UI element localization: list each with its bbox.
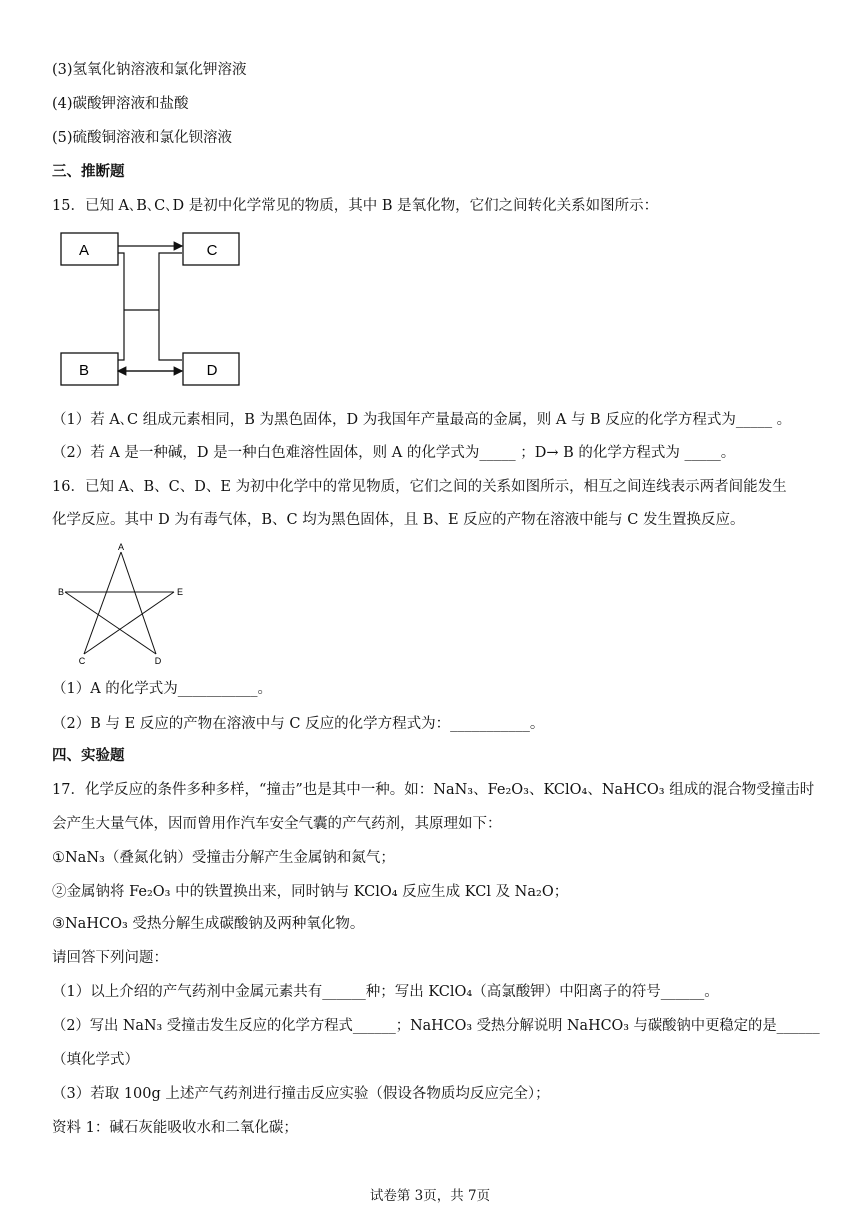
line-1: (3)氢氧化钠溶液和氯化钾溶液	[52, 62, 247, 78]
connector-c	[159, 253, 182, 360]
box-a	[61, 233, 118, 265]
q16-part-1: （1）A 的化学式为___________。	[52, 681, 273, 697]
star-label-a: A	[117, 542, 125, 552]
question-17-line-2: 会产生大量气体，因而曾用作汽车安全气囊的产气药剂，其原理如下：	[52, 816, 502, 832]
label-b: B	[78, 362, 90, 379]
star-label-d: D	[154, 656, 162, 666]
q17-part-1: （1）以上介绍的产气药剂中金属元素共有______种；写出 KClO₄（高氯酸钾）中阳离子的符号______。	[52, 984, 719, 1000]
question-16-line-2: 化学反应。其中 D 为有毒气体，B、C 均为黑色固体，且 B、E 反应的产物在溶液中能与 C 发生置换反应。	[52, 512, 745, 528]
prompt-line: 请回答下列问题：	[52, 950, 168, 966]
question-15: 15．已知 A､B､C､D 是初中化学常见的物质，其中 B 是氧化物，它们之间转化关系如图所示：	[52, 198, 659, 214]
q17-part-2-cont: （填化学式）	[52, 1052, 139, 1068]
question-16-line-1: 16．已知 A、B、C、D、E 为初中化学中的常见物质，它们之间的关系如图所示，相互之间连线表示两者间能发生	[52, 479, 787, 495]
principle-3: ③NaHCO₃ 受热分解生成碳酸钠及两种氧化物。	[52, 916, 365, 932]
section-heading-3: 三、推断题	[52, 164, 125, 180]
page-footer: 试卷第 3页，共 7页	[369, 1188, 491, 1204]
box-b	[61, 353, 118, 385]
star-label-b: B	[57, 587, 65, 597]
material-1: 资料 1：碱石灰能吸收水和二氧化碳；	[52, 1120, 298, 1136]
diagram-15	[55, 228, 250, 393]
q15-part-1: （1）若 A､C 组成元素相同，B 为黑色固体，D 为我国年产量最高的金属，则 A 与 B 反应的化学方程式为_____ 。	[52, 412, 792, 428]
q17-part-3: （3）若取 100g 上述产气药剂进行撞击反应实验（假设各物质均反应完全）；	[52, 1086, 550, 1102]
connector-a	[118, 253, 124, 360]
principle-2: ②金属钠将 Fe₂O₃ 中的铁置换出来，同时钠与 KClO₄ 反应生成 KCl 及 Na₂O；	[52, 884, 569, 900]
q17-part-2: （2）写出 NaN₃ 受撞击发生反应的化学方程式______；NaHCO₃ 受热分解说明 NaHCO₃ 与碳酸钠中更稳定的是______	[52, 1018, 820, 1034]
star-label-e: E	[176, 587, 184, 597]
q16-part-2: （2）B 与 E 反应的产物在溶液中与 C 反应的化学方程式为：___________。	[52, 716, 545, 732]
principle-1: ①NaN₃（叠氮化钠）受撞击分解产生金属钠和氮气；	[52, 850, 395, 866]
label-a: A	[78, 242, 90, 259]
section-heading-4: 四、实验题	[52, 748, 125, 764]
label-d: D	[206, 362, 218, 379]
line-2: (4)碳酸钾溶液和盐酸	[52, 96, 189, 112]
line-3: (5)硫酸铜溶液和氯化钡溶液	[52, 130, 233, 146]
diagram-16	[52, 540, 197, 670]
question-17-line-1: 17．化学反应的条件多种多样，“撞击”也是其中一种。如：NaN₃、Fe₂O₃、KClO₄、NaHCO₃ 组成的混合物受撞击时	[52, 782, 815, 798]
q15-part-2: （2）若 A 是一种碱，D 是一种白色难溶性固体，则 A 的化学式为_____ ；D→ B 的化学方程式为 _____。	[52, 445, 736, 461]
star-label-c: C	[78, 656, 86, 666]
label-c: C	[206, 242, 218, 259]
